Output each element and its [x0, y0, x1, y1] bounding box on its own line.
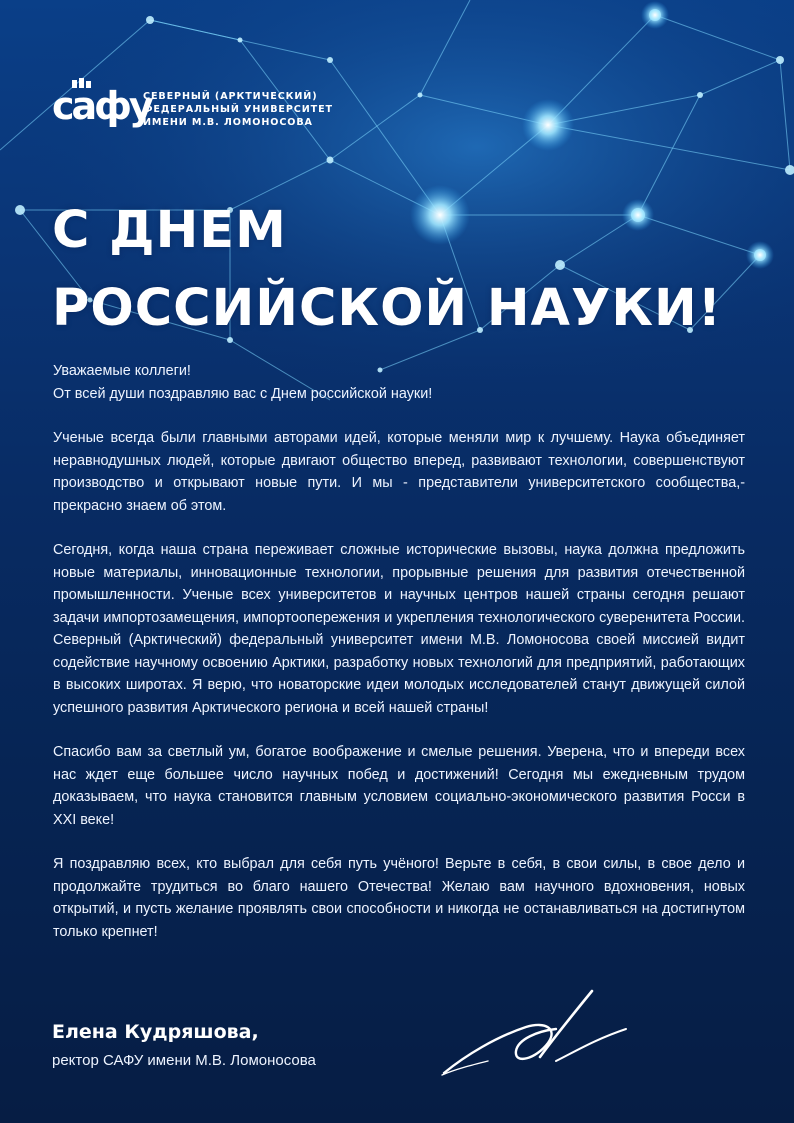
greeting: Уважаемые коллеги!	[53, 363, 191, 379]
signer-block	[52, 1020, 316, 1072]
paragraph-1: Ученые всегда были главными авторами идей, которые меняли мир к лучшему. Наука объединяет неравнодушных людей, которые двигают общество вперед, развивают технологии, совершенствуют производство и открывают новые пути. И мы - представители университетского сообщества,- прекрасно знаем об этом.	[53, 430, 745, 514]
title-line-1: С ДНЕМ	[52, 201, 287, 260]
logo-line-1: СЕВЕРНЫЙ (АРКТИЧЕСКИЙ)	[143, 91, 318, 102]
signer-role: ректор САФУ имени М.В. Ломоносова	[52, 1052, 316, 1069]
title-line-2: РОССИЙСКОЙ НАУКИ!	[52, 279, 722, 338]
page-title	[52, 192, 722, 348]
paragraph-2: Сегодня, когда наша страна переживает сложные исторические вызовы, наука должна предложить новые материалы, инновационные технологии, прорывные решения для развития отечественной промышленности. Ученые всех университетов и научных центров нашей страны сегодня решают задачи импортозамещения, импортоопережения и укрепления технологического суверенитета России. Северный (Арктический) федеральный университет имени М.В. Ломоносова своей миссией видит содействие научному освоению Арктики, разработку новых технологий для предприятий, работающих в высоких широтах. Я верю, что новаторские идеи молодых исследователей станут движущей силой успешного развития Арктического региона и всей нашей страны!	[53, 542, 745, 716]
logo-line-3: ИМЕНИ М.В. ЛОМОНОСОВА	[143, 117, 313, 128]
signature-icon	[436, 985, 636, 1080]
intro-line: От всей души поздравляю вас с Днем российской науки!	[53, 385, 433, 402]
logo-text	[143, 90, 333, 129]
letter-body	[53, 360, 745, 943]
signer-name: Елена Кудряшова,	[52, 1021, 259, 1043]
logo-wordmark: сафу	[52, 84, 151, 128]
paragraph-3: Спасибо вам за светлый ум, богатое воображение и смелые решения. Уверена, что и впереди всех нас ждет еще большее число научных побед и достижений! Сегодня мы ежедневным трудом доказываем, что наука становится главным условием социально-экономического развития Росси в XXI веке!	[53, 744, 745, 828]
university-logo	[52, 78, 352, 134]
paragraph-4: Я поздравляю всех, кто выбрал для себя путь учёного! Верьте в себя, в свои силы, в свое дело и продолжайте трудиться во благо нашего Отечества! Желаю вам научного вдохновения, новых открытий, и пусть желание проявлять свои способности и никогда не останавливаться на достигнутом только крепнет!	[53, 856, 745, 940]
logo-line-2: ФЕДЕРАЛЬНЫЙ УНИВЕРСИТЕТ	[143, 104, 334, 115]
